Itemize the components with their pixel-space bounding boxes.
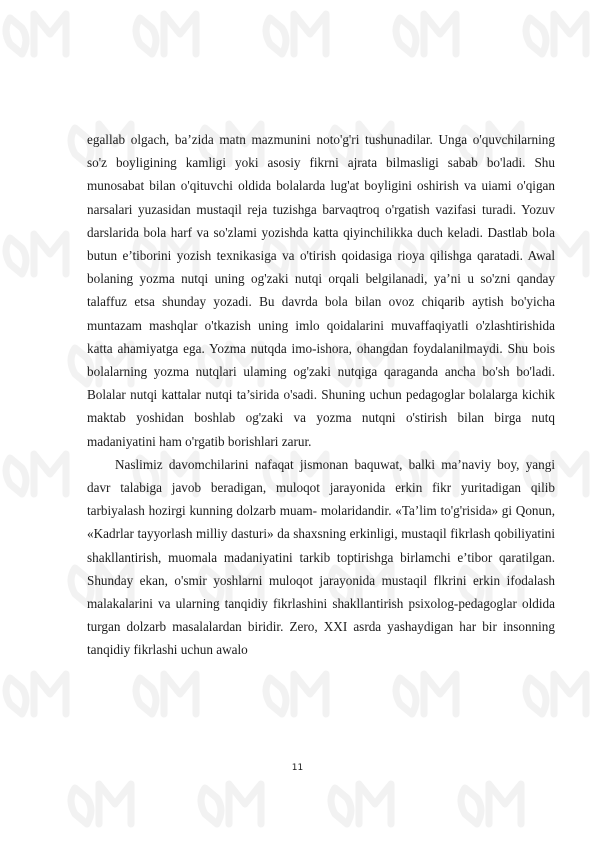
page-number: 11 <box>291 763 304 773</box>
body-paragraph-2: Naslimiz davomchilarini nafaqat jismonan baquwat, balki ma’naviy boy, yangi davr talabiga javob beradigan, muloqot jarayonida erkin fikr yuritadigan qilib tarbiyalash hozirgi kunning dolzarb muam- molaridandir. «Ta’lim to'g'risida» gi Qonun, «Kadrlar tayyorlash milliy dasturi» da shaxsning erkinligi, mustaqil fikrlash qobiliyatini shakllantirish, muomala madaniyatini tarkib toptirishga birlamchi e’tibor qaratilgan. Shunday ekan, o'smir yoshlarni muloqot jarayonida mustaqil flkrini erkin ifodalash malakalarini va ularning tanqidiy fikrlashini shakllantirish psixolog-pedagoglar oldida turgan dolzarb masalalardan biridir. Zero, XXI asrda yashaydigan har bir insonning tanqidiy fikrlashi uchun awalo <box>87 456 555 658</box>
body-paragraph-1: egallab olgach, ba’zida matn mazmunini noto'g'ri tushunadilar. Unga o'quvchilarning so'z boyligining kamligi yoki asosiy fikrni ajrata bilmasligi sabab bo'ladi. Shu munosabat bilan o'qituvchi oldida bolalarda lug'at boyligini oshirish va uiami o'qigan narsalari yuzasidan mustaqil reja tuzishga barvaqtroq o'rgatish vazifasi turadi. Yozuv darslarida bola harf va so'zlami yozishda katta qiyinchilikka duch keladi. Dastlab bola butun e’tiborini yozish texnikasiga va o'tirish qoidasiga rioya qilishga qaratadi. Awal bolaning yozma nutqi uning og'zaki nutqi orqali belgilanadi, ya’ni u so'zni qanday talaffuz etsa shunday yozadi. Bu davrda bola bilan ovoz chiqarib aytish bo'yicha muntazam mashqlar o'tkazish uning imlo qoidalarini muvaffaqiyatli o'zlashtirishida katta ahamiyatga ega. Yozma nutqda imo-ishora, ohangdan foydalanilmaydi. Shu bois bolalarning yozma nutqlari ulaming og'zaki nutqiga qaraganda ancha bo'sh bo'ladi. Bolalar nutqi kattalar nutqi ta’sirida o'sadi. Shuning uchun pedagoglar bolalarga kichik maktab yoshidan boshlab og'zaki va yozma nutqni o'stirish bilan birga nutq madaniyatini ham o'rgatib borishlari zarur. <box>87 132 555 449</box>
document-body <box>87 128 555 662</box>
